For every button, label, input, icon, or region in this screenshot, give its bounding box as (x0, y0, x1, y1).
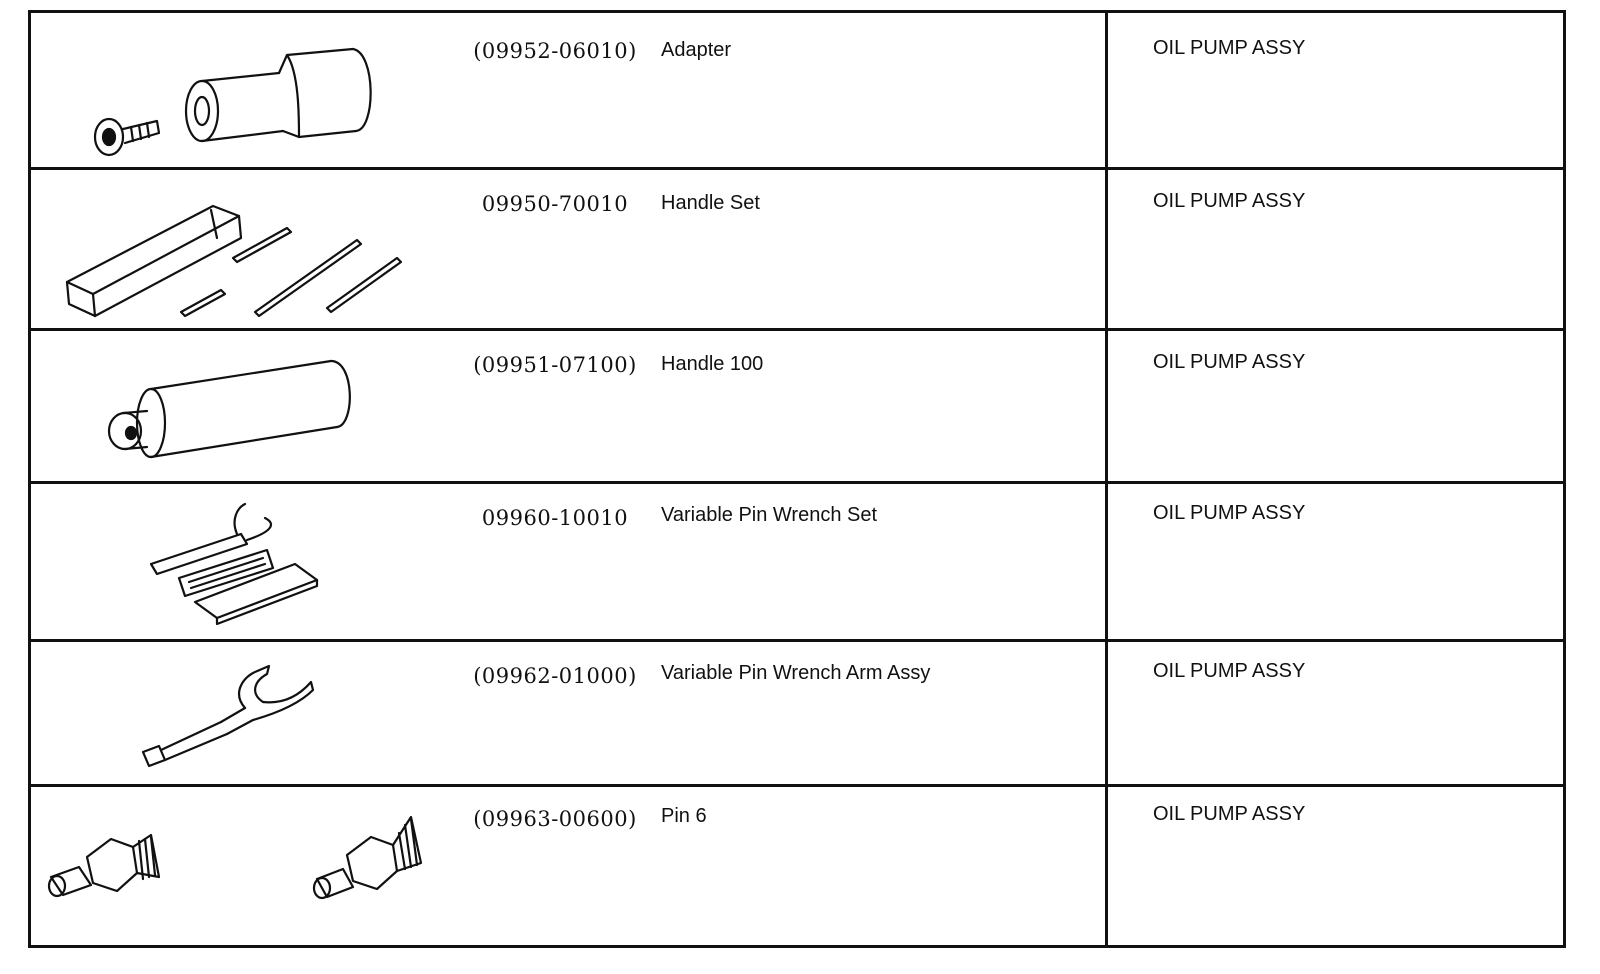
usage-label: OIL PUMP ASSY (1153, 803, 1306, 825)
table-row (31, 787, 1563, 945)
column-divider (1105, 787, 1108, 945)
tool-name: Handle Set (661, 192, 760, 214)
table-row (31, 484, 1563, 642)
table-row (31, 642, 1563, 787)
column-divider (1105, 642, 1108, 784)
part-number: 09960-10010 (481, 506, 629, 530)
tool-name: Variable Pin Wrench Set (661, 504, 878, 526)
part-number: (09952-06010) (473, 39, 637, 63)
pin-wrench-set-icon (31, 484, 431, 639)
part-number: (09962-01000) (473, 664, 637, 688)
column-divider (1105, 13, 1108, 167)
tool-name: Handle 100 (661, 353, 764, 375)
part-number: (09951-07100) (473, 353, 637, 377)
column-divider (1105, 170, 1108, 328)
usage-label: OIL PUMP ASSY (1153, 37, 1306, 59)
tool-name: Pin 6 (661, 805, 707, 827)
column-divider (1105, 484, 1108, 639)
usage-label: OIL PUMP ASSY (1153, 660, 1306, 682)
table-row (31, 170, 1563, 331)
handle-icon (31, 331, 431, 481)
usage-label: OIL PUMP ASSY (1153, 351, 1306, 373)
pin-icon (31, 787, 451, 942)
handle-set-icon (31, 170, 431, 328)
pin-wrench-arm-icon (31, 642, 431, 784)
adapter-icon (31, 13, 431, 167)
table-row (31, 13, 1563, 170)
usage-label: OIL PUMP ASSY (1153, 190, 1306, 212)
column-divider (1105, 331, 1108, 481)
table-row (31, 331, 1563, 484)
part-number: 09950-70010 (481, 192, 629, 216)
special-tools-table (28, 10, 1566, 948)
usage-label: OIL PUMP ASSY (1153, 502, 1306, 524)
part-number: (09963-00600) (473, 807, 637, 831)
tool-name: Adapter (661, 39, 732, 61)
tool-name: Variable Pin Wrench Arm Assy (661, 662, 931, 684)
